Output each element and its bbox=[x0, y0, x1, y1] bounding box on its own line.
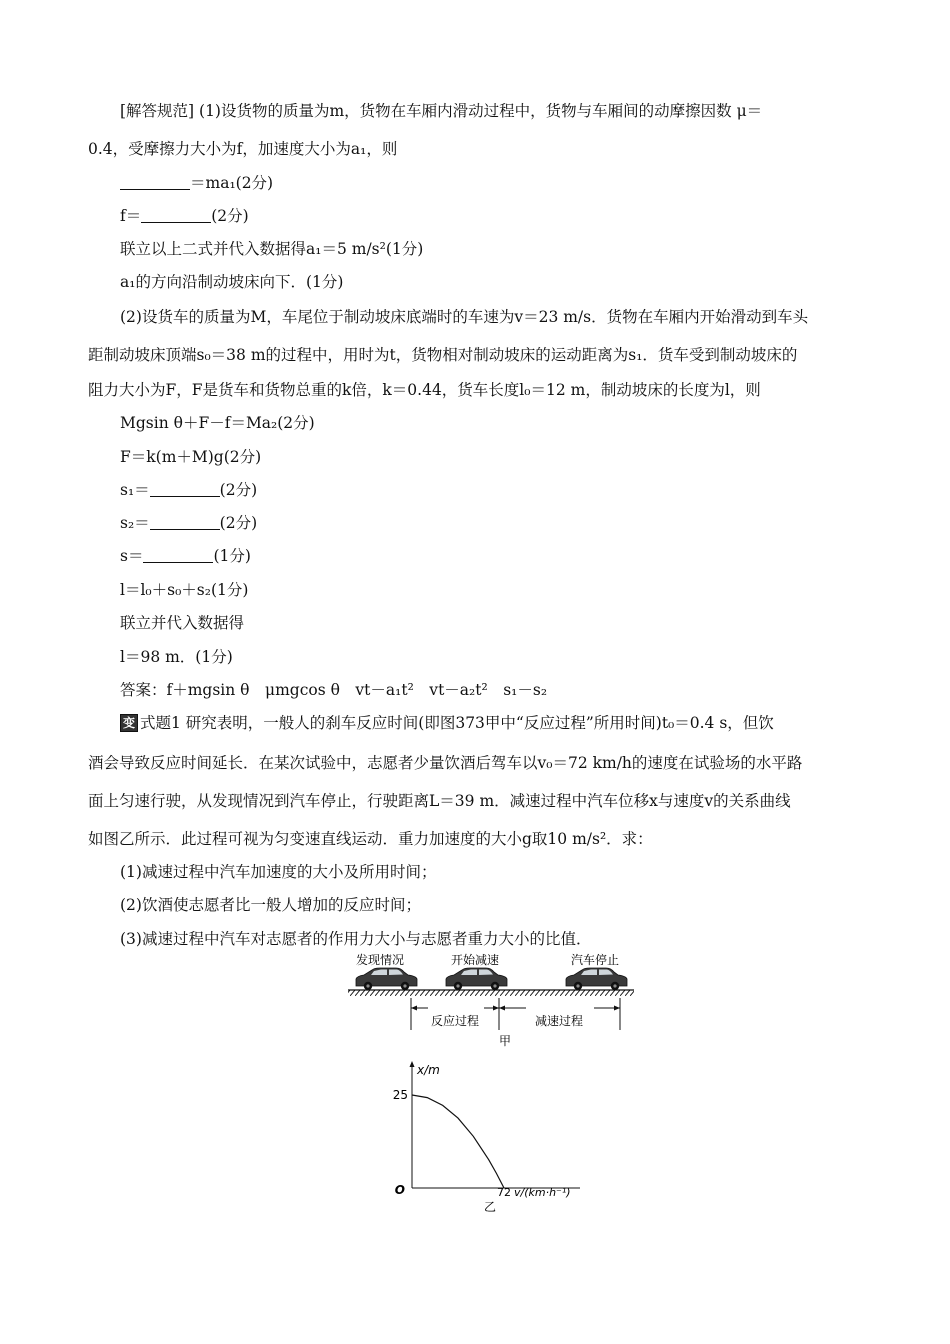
y-axis-label: x/m bbox=[417, 1063, 440, 1077]
figure-yi-chart bbox=[380, 1055, 610, 1215]
fill-blank bbox=[150, 482, 220, 497]
variant-line1 bbox=[120, 713, 774, 733]
car3-label: 汽车停止 bbox=[570, 953, 620, 967]
fill-blank bbox=[150, 515, 220, 530]
fill-blank bbox=[141, 208, 211, 223]
eq2-head: f＝ bbox=[120, 207, 142, 225]
eq7-head: s₁＝ bbox=[120, 481, 150, 499]
car2-label: 开始减速 bbox=[450, 953, 500, 967]
seg1-label: 反应过程 bbox=[430, 1014, 480, 1028]
y-axis-arrow bbox=[410, 1061, 415, 1067]
figure-jia bbox=[340, 948, 640, 1050]
question-2: (2)饮酒使志愿者比一般人增加的反应时间； bbox=[120, 896, 421, 914]
eq9 bbox=[120, 546, 251, 566]
question-3: (3)减速过程中汽车对志愿者的作用力大小与志愿者重力大小的比值． bbox=[120, 930, 592, 948]
solution-p2-line3: 阻力大小为F，F是货车和货物总重的k倍，k＝0.44，货车长度l₀＝12 m，制动坡床的长度为l，则 bbox=[88, 381, 761, 399]
answer-line: 答案：f＋mgsin θ μmgcos θ vt－a₁t² vt－a₂t² s₁－s₂ bbox=[120, 681, 548, 699]
car-3 bbox=[566, 968, 627, 990]
origin-label: O bbox=[394, 1183, 405, 1197]
x-axis-label: v/(km·h⁻¹) bbox=[514, 1186, 571, 1199]
eq10: l＝l₀＋s₀＋s₂(1分) bbox=[120, 581, 249, 599]
eq6: F＝k(m＋M)g(2分) bbox=[120, 448, 262, 466]
eq8-tail: (2分) bbox=[219, 514, 258, 532]
eq7 bbox=[120, 480, 257, 500]
solution-p1-line1: [解答规范] (1)设货物的质量为m，货物在车厢内滑动过程中，货物与车厢间的动摩擦因数 μ＝ bbox=[120, 102, 763, 120]
question-1: (1)减速过程中汽车加速度的大小及所用时间； bbox=[120, 863, 437, 881]
eq11: 联立并代入数据得 bbox=[120, 614, 245, 632]
solution-p1-line2: 0.4，受摩擦力大小为f，加速度大小为a₁，则 bbox=[88, 140, 398, 158]
solution-p2-line2: 距制动坡床顶端s₀＝38 m的过程中，用时为t，货物相对制动坡床的运动距离为s₁．货车受到制动坡床的 bbox=[88, 346, 798, 364]
solution-p2-line1: (2)设货车的质量为M，车尾位于制动坡床底端时的车速为v＝23 m/s．货物在车厢内开始滑动到车头 bbox=[120, 308, 809, 326]
car-2 bbox=[446, 968, 507, 990]
x-v-curve bbox=[412, 1095, 504, 1188]
eq2-tail: (2分) bbox=[211, 207, 249, 225]
road-hatching bbox=[348, 990, 634, 996]
eq9-head: s＝ bbox=[120, 547, 144, 565]
variant-text1: 式题1 研究表明，一般人的刹车反应时间(即图373甲中“反应过程”所用时间)t₀＝0.4 s，但饮 bbox=[140, 714, 774, 732]
eq2 bbox=[120, 206, 249, 226]
y-tick-25: 25 bbox=[392, 1088, 408, 1102]
x-tick-72: 72 bbox=[497, 1186, 511, 1199]
eq1-tail: ＝ma₁(2分) bbox=[190, 174, 274, 192]
variant-line3: 面上匀速行驶，从发现情况到汽车停止，行驶距离L＝39 m．减速过程中汽车位移x与速度v的关系曲线 bbox=[88, 792, 791, 810]
eq5: Mgsin θ＋F－f＝Ma₂(2分) bbox=[120, 414, 315, 432]
eq1 bbox=[120, 173, 273, 193]
figure-yi-caption: 乙 bbox=[483, 1200, 497, 1214]
variant-line4: 如图乙所示．此过程可视为匀变速直线运动．重力加速度的大小g取10 m/s²．求： bbox=[88, 830, 653, 848]
eq8 bbox=[120, 513, 257, 533]
eq8-head: s₂＝ bbox=[120, 514, 150, 532]
car-1 bbox=[356, 968, 417, 990]
eq7-tail: (2分) bbox=[219, 481, 258, 499]
figure-jia-caption: 甲 bbox=[498, 1034, 512, 1048]
car1-label: 发现情况 bbox=[355, 953, 405, 967]
eq12: l＝98 m．(1分) bbox=[120, 648, 233, 666]
fill-blank bbox=[120, 175, 190, 190]
seg2-label: 减速过程 bbox=[534, 1014, 584, 1028]
variant-line2: 酒会导致反应时间延长．在某次试验中，志愿者少量饮酒后驾车以v₀＝72 km/h的速度在试验场的水平路 bbox=[88, 754, 803, 772]
eq3: 联立以上二式并代入数据得a₁＝5 m/s²(1分) bbox=[120, 240, 424, 258]
fill-blank bbox=[143, 548, 213, 563]
eq4: a₁的方向沿制动坡床向下．(1分) bbox=[120, 273, 344, 291]
variant-badge: 变 bbox=[120, 714, 138, 732]
eq9-tail: (1分) bbox=[213, 547, 251, 565]
